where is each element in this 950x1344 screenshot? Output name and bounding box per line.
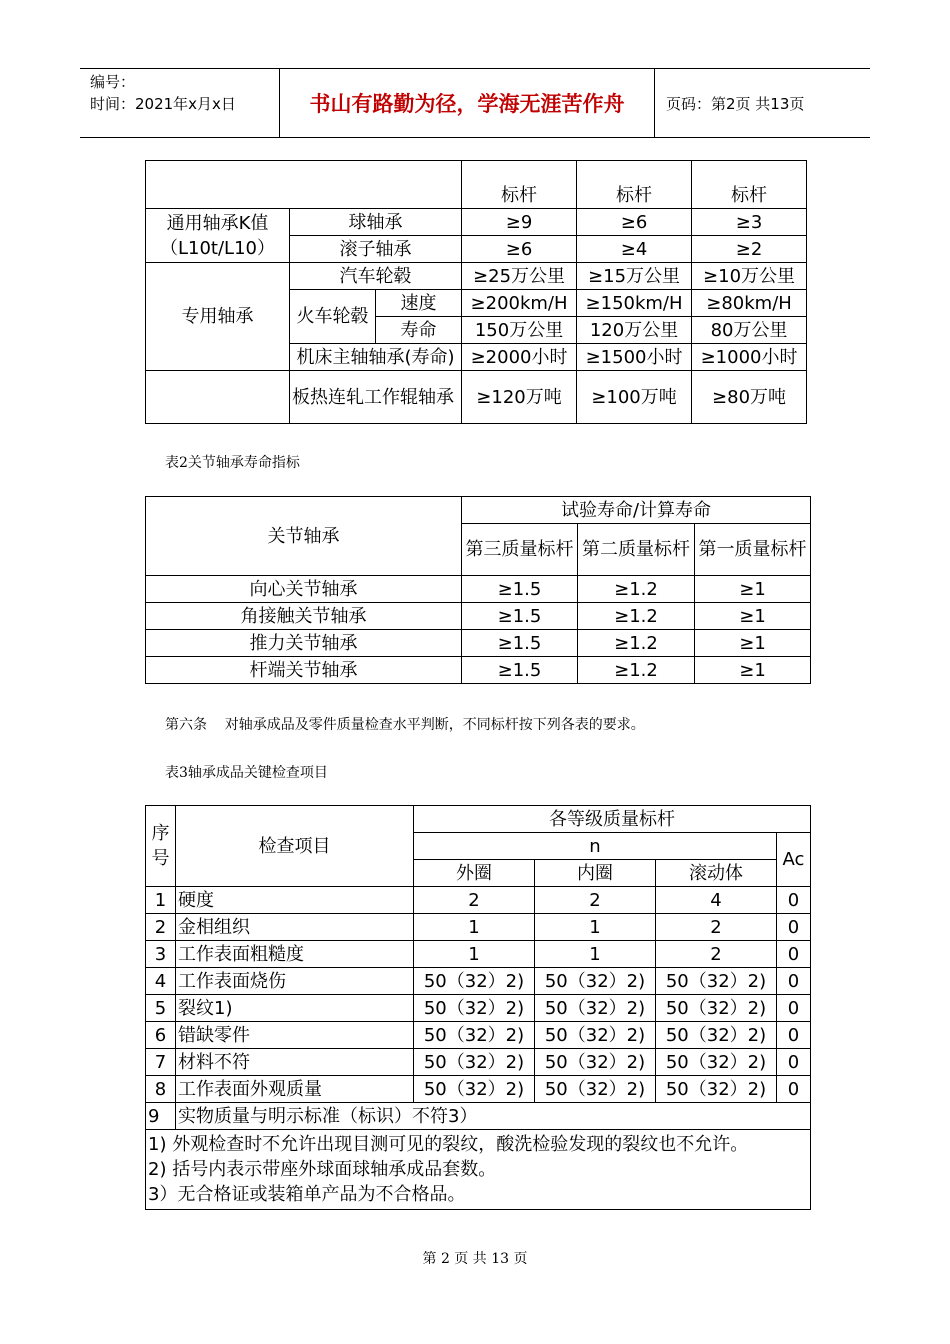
note-line: 3）无合格证或装箱单产品为不合格品。 [148,1184,466,1205]
table-cell: ≥1 [695,603,811,630]
ac-cell: 0 [777,941,811,968]
table-cell: 2 [656,941,777,968]
table-cell: ≥10万公里 [692,263,807,290]
row-number: 7 [146,1049,176,1076]
ac-cell: 0 [777,1049,811,1076]
row-label: 错缺零件 [176,1022,414,1049]
row-label: 推力关节轴承 [146,630,462,657]
table-cell: 50（32）2) [414,1049,535,1076]
table-cell: ≥9 [462,209,577,236]
row-label: 寿命 [376,317,462,344]
table-cell: ≥1000小时 [692,344,807,371]
k-value-label: 通用轴承K值（L10t/L10） [146,209,290,263]
note-line: 1) 外观检查时不允许出现目测可见的裂纹，酸洗检验发现的裂纹也不允许。 [148,1134,749,1155]
row-label: 材料不符 [176,1049,414,1076]
table-cell: 2 [656,914,777,941]
row-label: 裂纹1) [176,995,414,1022]
table-cell: ≥6 [462,236,577,263]
table-cell: 50（32）2) [535,968,656,995]
inspection-items-table [145,805,811,1210]
header-page-number: 页码：第2页 共13页 [666,94,805,113]
special-bearing-label: 专用轴承 [146,263,290,371]
ac-cell: 0 [777,914,811,941]
table-cell: ≥1.2 [578,603,695,630]
header-motto: 书山有路勤为径，学海无涯苦作舟 [280,69,655,137]
table-cell: 50（32）2) [414,1076,535,1103]
time-label: 时间：2021年x月x日 [90,95,236,113]
table2-sub-header: 第二质量标杆 [578,524,695,576]
row-label: 硬度 [176,887,414,914]
ac-cell: 0 [777,995,811,1022]
table-cell: 2 [414,887,535,914]
row-number: 5 [146,995,176,1022]
table-cell: ≥3 [692,209,807,236]
table-cell: ≥1.5 [462,603,578,630]
table2-sub-header: 第一质量标杆 [695,524,811,576]
row-label: 工作表面外观质量 [176,1076,414,1103]
table-cell: ≥80km/H [692,290,807,317]
table-cell: 50（32）2) [535,995,656,1022]
table-cell: 80万公里 [692,317,807,344]
table-cell: ≥1.5 [462,576,578,603]
table2-left-header: 关节轴承 [146,497,462,576]
ac-cell: 0 [777,968,811,995]
table3-sub-header: 滚动体 [656,860,777,887]
table-cell: 50（32）2) [414,1022,535,1049]
table-cell: ≥1 [695,657,811,684]
table-cell: ≥1 [695,576,811,603]
row-label: 工作表面烧伤 [176,968,414,995]
seq-header: 序号 [146,806,176,887]
table-cell: 1 [535,914,656,941]
table-cell: 50（32）2) [414,968,535,995]
ac-cell: 0 [777,887,811,914]
table-cell: ≥80万吨 [692,371,807,424]
note-line: 2) 括号内表示带座外球面球轴承成品套数。 [148,1159,497,1180]
row-number: 8 [146,1076,176,1103]
row-label: 角接触关节轴承 [146,603,462,630]
article-six-text: 第六条 对轴承成品及零件质量检查水平判断，不同标杆按下列各表的要求。 [165,717,645,733]
page-header [80,68,870,138]
table2-group-header: 试验寿命/计算寿命 [462,497,811,524]
table3-notes [146,1130,811,1210]
table-cell: ≥1.2 [578,657,695,684]
row-label: 工作表面粗糙度 [176,941,414,968]
table-cell: 50（32）2) [535,1076,656,1103]
row-label: 汽车轮毂 [290,263,462,290]
table-cell: 4 [656,887,777,914]
table-cell: 50（32）2) [535,1022,656,1049]
row-number: 9 [146,1103,176,1130]
table-cell: ≥1500小时 [577,344,692,371]
ac-cell: 0 [777,1076,811,1103]
table-cell: ≥1.5 [462,657,578,684]
row-label: 球轴承 [290,209,462,236]
row-number: 2 [146,914,176,941]
row-number: 4 [146,968,176,995]
table-cell: ≥2000小时 [462,344,577,371]
row-number: 6 [146,1022,176,1049]
row-number: 3 [146,941,176,968]
header-meta [80,69,280,137]
table-cell: 50（32）2) [535,1049,656,1076]
table1-header: 标杆 [577,161,692,209]
table-cell: 1 [535,941,656,968]
table-cell: 50（32）2) [656,1076,777,1103]
table-cell: 1 [414,914,535,941]
table-cell: 50（32）2) [656,968,777,995]
table-cell: 50（32）2) [656,1049,777,1076]
row-label: 向心关节轴承 [146,576,462,603]
page-footer: 第 2 页 共 13 页 [422,1251,528,1267]
table-cell: 50（32）2) [414,995,535,1022]
row-label: 速度 [376,290,462,317]
table-cell: ≥1.2 [578,630,695,657]
ac-header: Ac [777,833,811,887]
table1-empty-cell [146,371,290,424]
table-cell: ≥150km/H [577,290,692,317]
table-cell: 50（32）2) [656,1022,777,1049]
table2-sub-header: 第三质量标杆 [462,524,578,576]
table3-sub-header: 外圈 [414,860,535,887]
table-cell: ≥1.5 [462,630,578,657]
item-header: 检查项目 [176,806,414,887]
table-cell: ≥1.2 [578,576,695,603]
table3-group-header: 各等级质量标杆 [414,806,811,833]
table-cell: 1 [414,941,535,968]
table-cell: ≥200km/H [462,290,577,317]
table-cell: ≥15万公里 [577,263,692,290]
ac-cell: 0 [777,1022,811,1049]
table-cell: ≥120万吨 [462,371,577,424]
table-cell: ≥1 [695,630,811,657]
table-cell: ≥6 [577,209,692,236]
table-cell: 2 [535,887,656,914]
table1-header: 标杆 [692,161,807,209]
row-label: 实物质量与明示标准（标识）不符3） [176,1103,811,1130]
table-cell: ≥25万公里 [462,263,577,290]
row-label: 杆端关节轴承 [146,657,462,684]
row-label: 滚子轴承 [290,236,462,263]
table1-header: 标杆 [462,161,577,209]
table-cell: ≥4 [577,236,692,263]
table-cell: 150万公里 [462,317,577,344]
row-label: 板热连轧工作辊轴承 [290,371,462,424]
train-hub-label: 火车轮毂 [290,290,376,344]
table-cell: ≥100万吨 [577,371,692,424]
code-label: 编号： [90,73,136,91]
joint-bearing-table [145,496,811,684]
n-header: n [414,833,777,860]
row-number: 1 [146,887,176,914]
table-cell: 50（32）2) [656,995,777,1022]
table1-corner [146,161,462,209]
bearing-life-table [145,160,807,424]
table-cell: 120万公里 [577,317,692,344]
table-cell: ≥2 [692,236,807,263]
row-label: 机床主轴轴承(寿命) [290,344,462,371]
table3-caption: 表3轴承成品关键检查项目 [165,765,328,781]
table3-sub-header: 内圈 [535,860,656,887]
table2-caption: 表2关节轴承寿命指标 [165,455,300,471]
row-label: 金相组织 [176,914,414,941]
